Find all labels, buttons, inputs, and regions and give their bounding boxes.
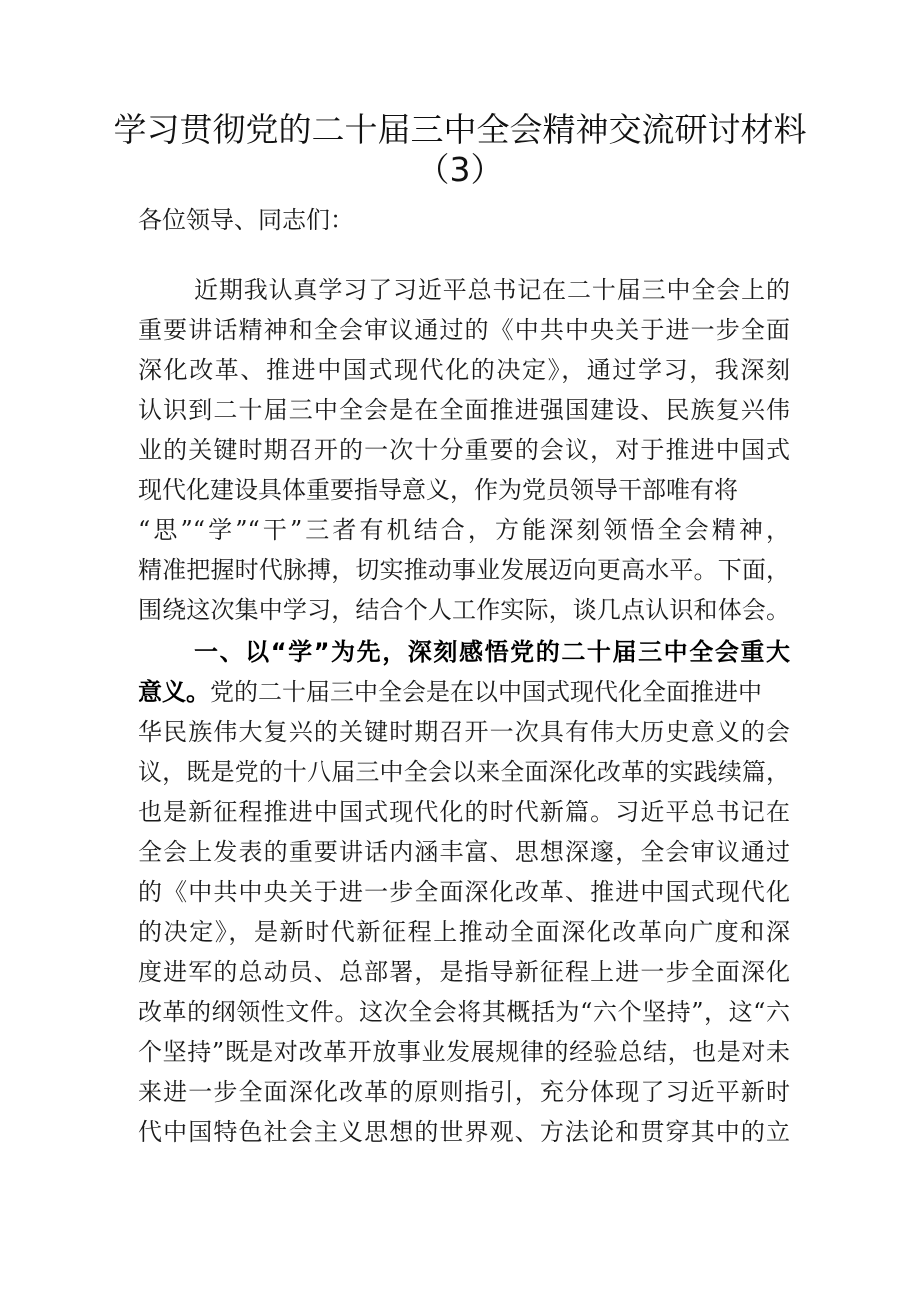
intro-line: 重要讲话精神和全会审议通过的《中共中央关于进一步全面 [138,316,790,344]
intro-line: 深化改革、推进中国式现代化的决定》，通过学习，我深刻 [138,356,790,384]
section-body-start: 党的二十届三中全会是在以中国式现代化全面推进中 [210,678,762,706]
section-body-line: 的决定》，是新时代新征程上推动全面深化改革向广度和深 [138,918,790,946]
intro-line: “思”“学”“干”三者有机结合，方能深刻领悟全会精神， [138,516,790,544]
intro-line: 近期我认真学习了习近平总书记在二十届三中全会上的 [194,276,790,304]
salutation: 各位领导、同志们： [138,206,354,234]
intro-line: 认识到二十届三中全会是在全面推进强国建设、民族复兴伟 [138,396,790,424]
section-body-line: 也是新征程推进中国式现代化的时代新篇。习近平总书记在 [138,798,790,826]
section-body-line: 华民族伟大复兴的关键时期召开一次具有伟大历史意义的会 [138,718,790,746]
section-body-line: 全会上发表的重要讲话内涵丰富、思想深邃，全会审议通过 [138,838,790,866]
section-body-line: 改革的纲领性文件。这次全会将其概括为“六个坚持”，这“六 [138,998,790,1026]
section-heading: 一、以“学”为先，深刻感悟党的二十届三中全会重大 [194,638,790,666]
section-body-line: 议，既是党的十八届三中全会以来全面深化改革的实践续篇， [138,758,790,786]
document-title: 学习贯彻党的二十届三中全会精神交流研讨材料 [113,110,807,149]
intro-line: 精准把握时代脉搏，切实推动事业发展迈向更高水平。下面， [138,556,790,584]
section-body-line: 度进军的总动员、总部署，是指导新征程上进一步全面深化 [138,958,790,986]
section-heading-end: 意义。 [138,678,210,706]
document-title-number: （3） [416,150,504,189]
section-body-line: 代中国特色社会主义思想的世界观、方法论和贯穿其中的立 [138,1118,790,1146]
section-body-line: 来进一步全面深化改革的原则指引，充分体现了习近平新时 [138,1078,790,1106]
intro-line: 围绕这次集中学习，结合个人工作实际，谈几点认识和体会。 [138,596,790,624]
intro-line: 现代化建设具体重要指导意义，作为党员领导干部唯有将 [138,476,738,504]
section-body-line: 个坚持”既是对改革开放事业发展规律的经验总结，也是对未 [138,1038,790,1066]
section-heading-continued [138,672,790,712]
section-body-line: 的《中共中央关于进一步全面深化改革、推进中国式现代化 [138,878,790,906]
intro-line: 业的关键时期召开的一次十分重要的会议，对于推进中国式 [138,436,790,464]
